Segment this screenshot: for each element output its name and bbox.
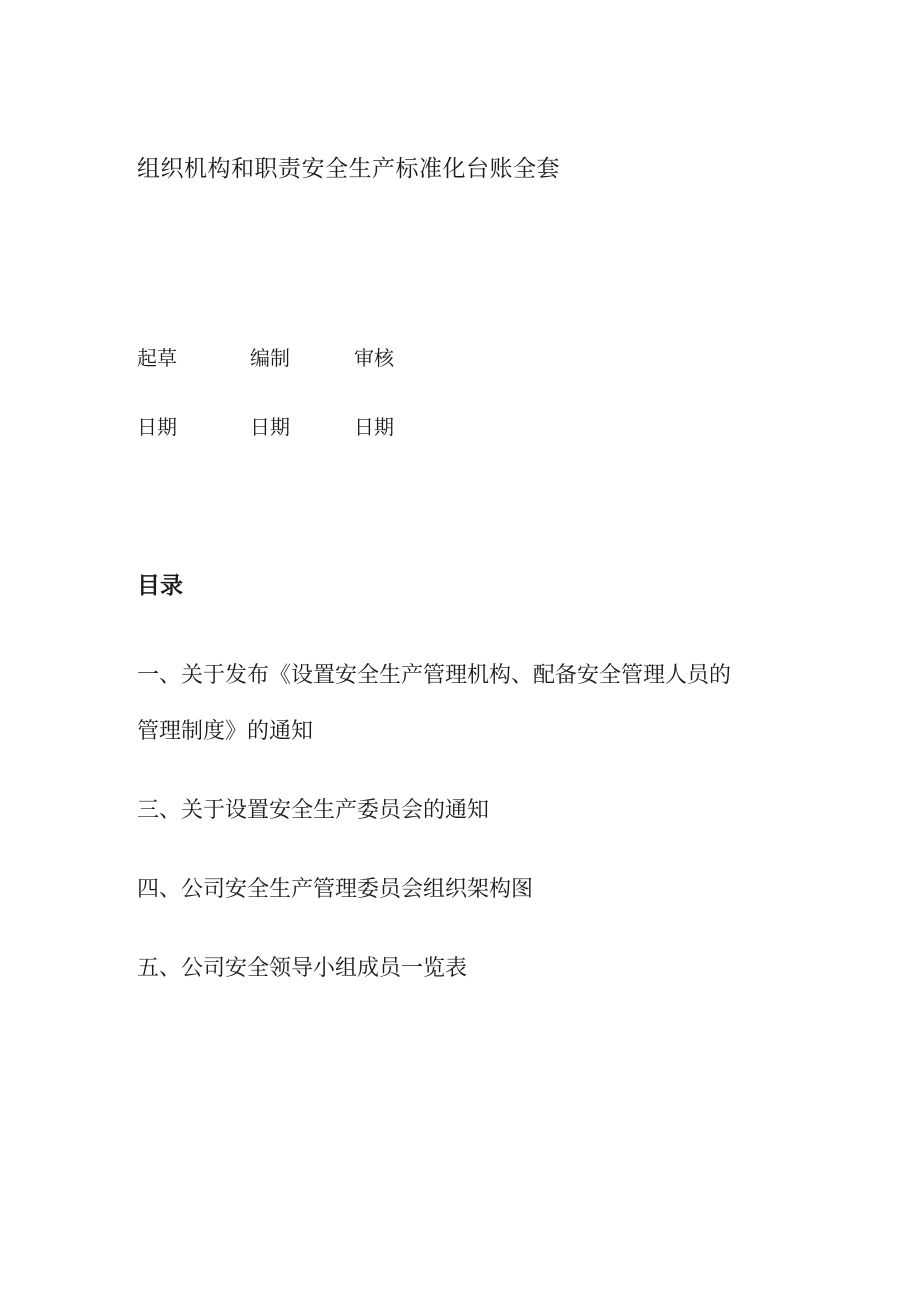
toc-list [137, 648, 737, 1020]
toc-item-3: 三、关于设置安全生产委员会的通知 [137, 798, 490, 823]
signoff-compile-label: 编制 [250, 346, 290, 370]
toc-item-5: 五、公司安全领导小组成员一览表 [137, 956, 468, 981]
document-title: 组织机构和职责安全生产标准化台账全套 [137, 156, 560, 182]
toc-heading: 目录 [137, 573, 183, 599]
toc-item-4: 四、公司安全生产管理委员会组织架构图 [137, 877, 534, 902]
signoff-draft-date-label: 日期 [137, 415, 177, 439]
signoff-review-date-label: 日期 [354, 415, 394, 439]
signoff-draft-label: 起草 [137, 346, 177, 370]
signoff-compile-date-label: 日期 [250, 415, 290, 439]
signoff-review-label: 审核 [354, 346, 394, 370]
toc-item-1: 一、关于发布《设置安全生产管理机构、配备安全管理人员的管理制度》的通知 [137, 663, 732, 744]
